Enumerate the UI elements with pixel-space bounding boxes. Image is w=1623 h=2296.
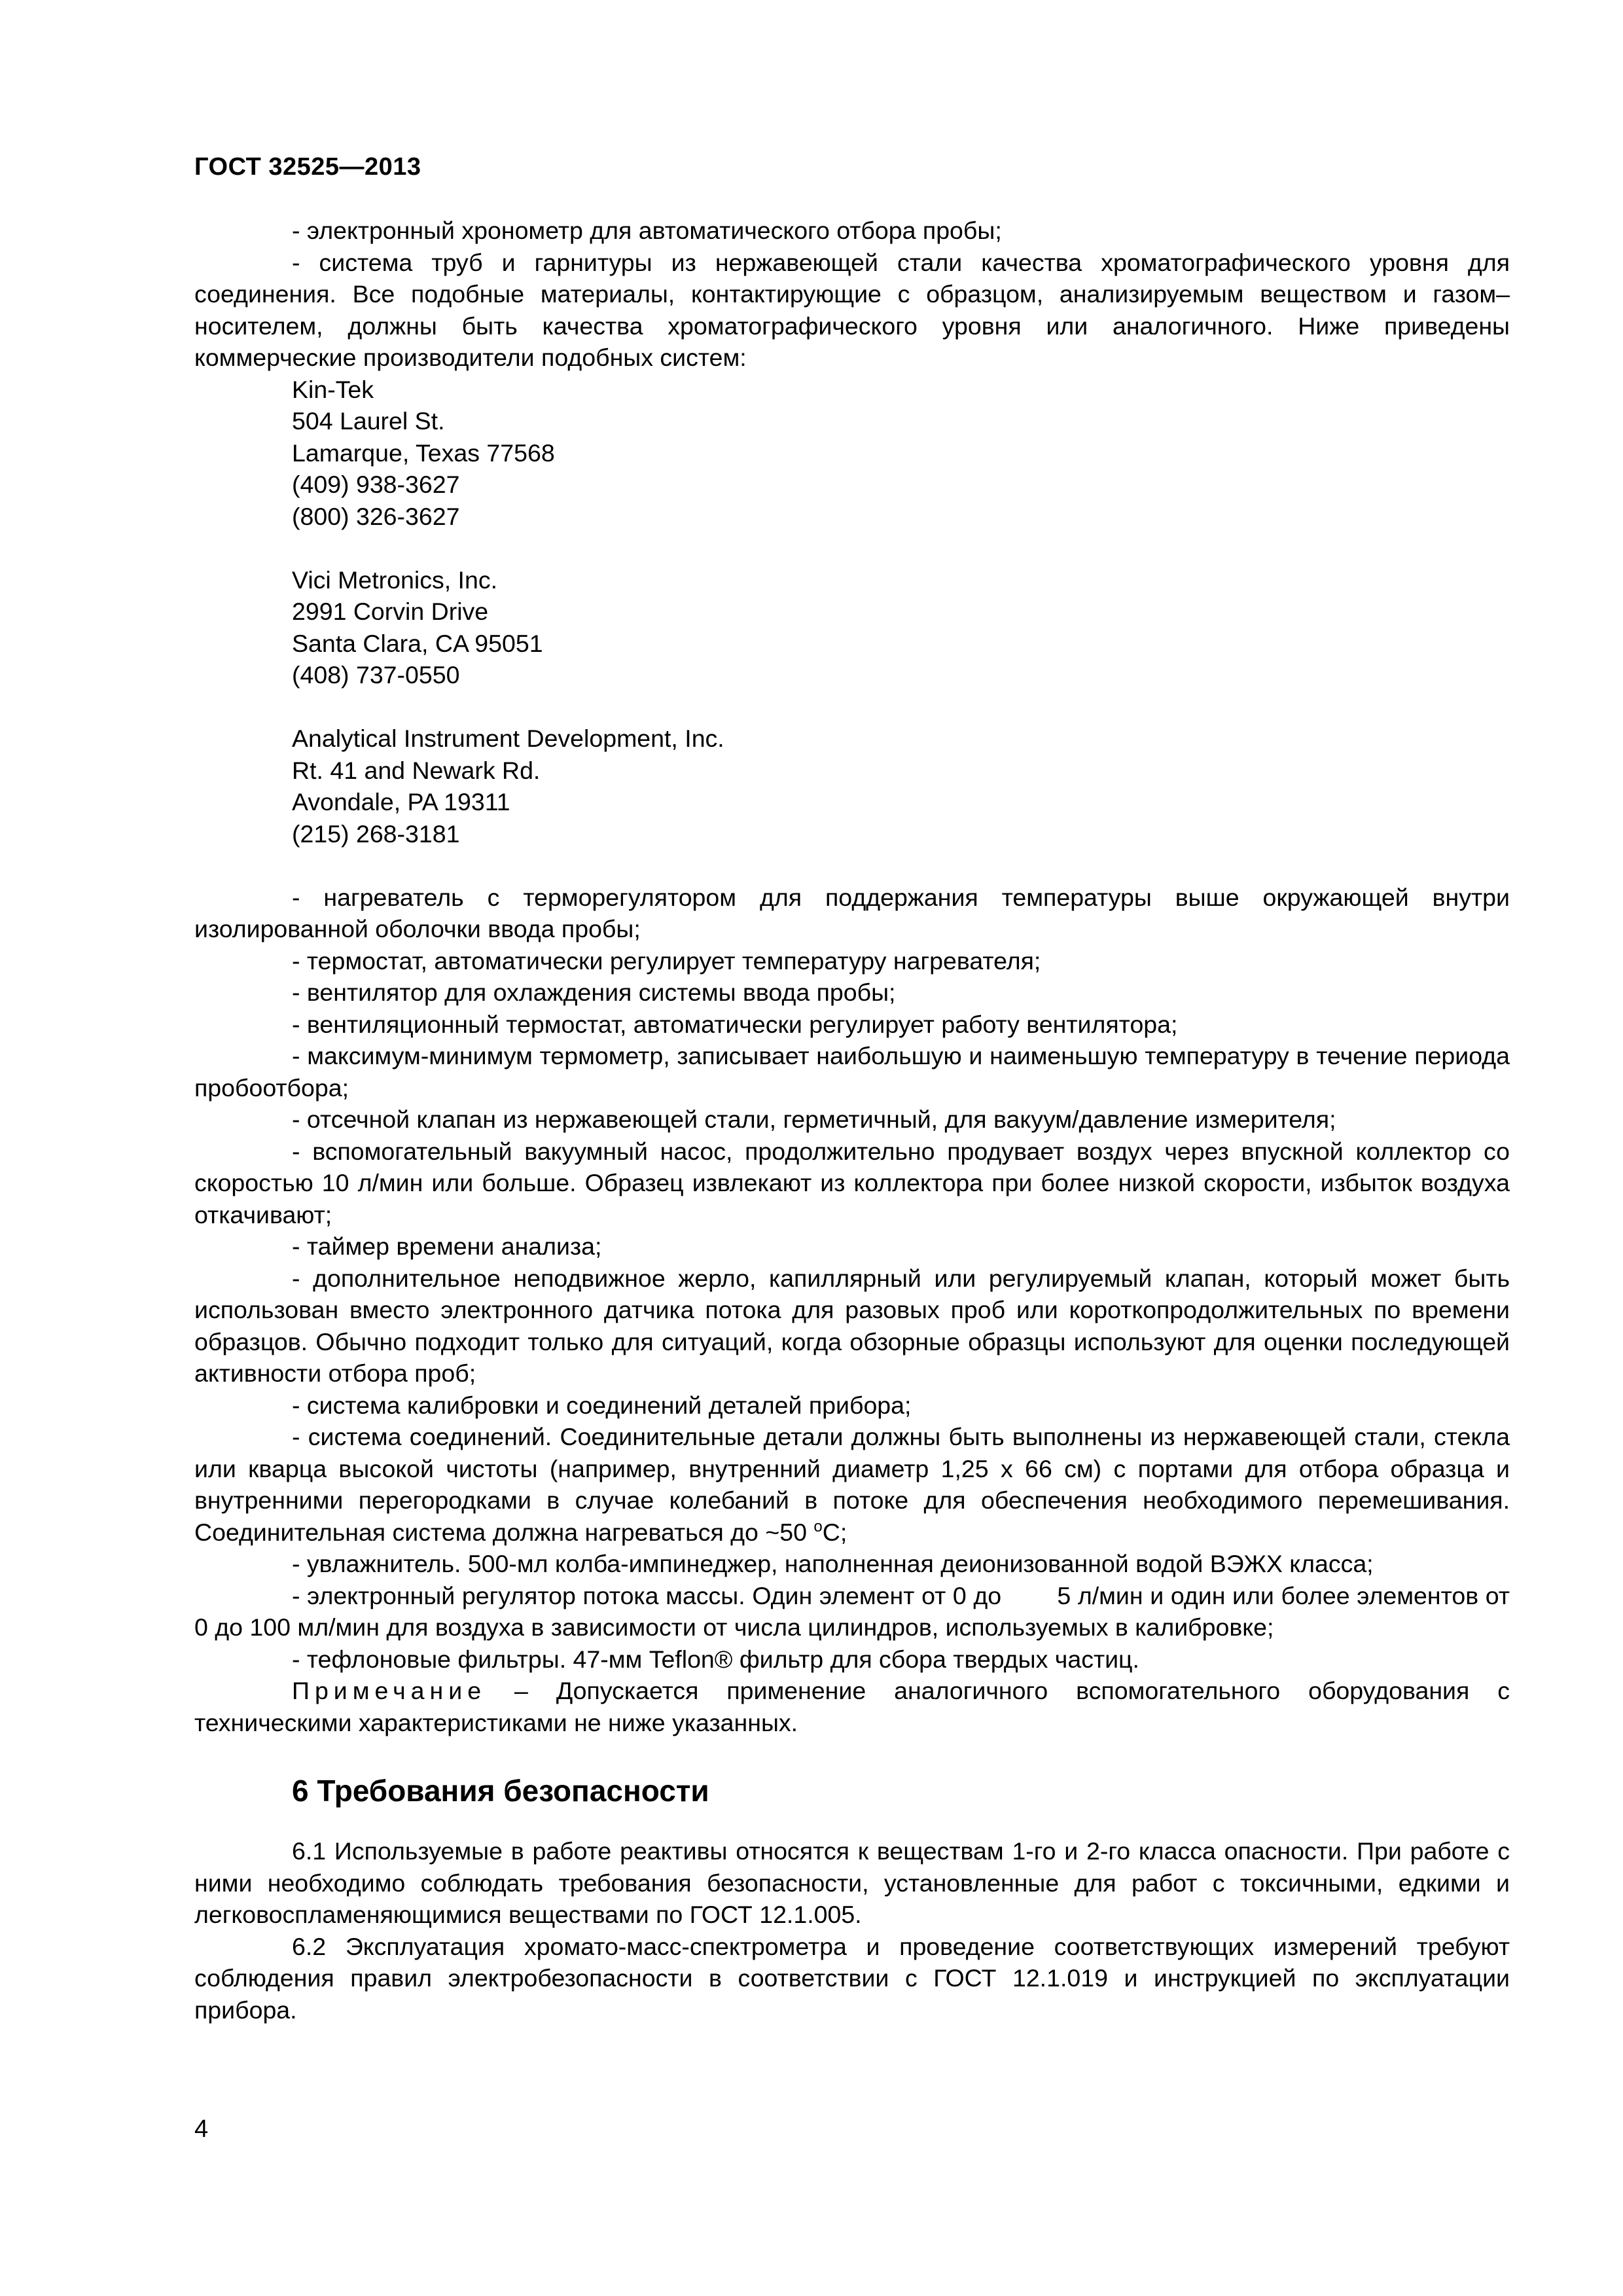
vendor-address-vici <box>194 564 1510 691</box>
list-item: - электронный регулятор потока массы. Один элемент от 0 до 5 л/мин и один или более элементов от 0 до 100 мл/мин для воздуха в зависимости от числа цилиндров, используемых в калибровке; <box>194 1581 1517 1641</box>
list-item: - вспомогательный вакуумный насос, продолжительно продувает воздух через впускной коллектор со скоростью 10 л/мин или больше. Образец извлекают из коллектора при более низкой скорости, избыток воздуха откачивают; <box>194 1137 1510 1229</box>
list-item: - система калибровки и соединений деталей прибора; <box>292 1391 912 1419</box>
vendor-name: Kin-Tek <box>292 375 374 403</box>
vendor-phone: (215) 268-3181 <box>292 819 460 848</box>
vendor-address-kintek <box>194 374 1510 533</box>
section-paragraph: 6.2 Эксплуатация хромато-масс-спектрометра и проведение соответствующих измерений требуют соблюдения правил электробезопасности в соответствии с ГОСТ 12.1.019 и инструкцией по эксплуатации прибора. <box>194 1932 1510 2024</box>
vendor-city: Avondale, PA 19311 <box>292 788 510 816</box>
section-heading: 6 Требования безопасности <box>292 1774 709 1808</box>
note-label: Примечание <box>292 1677 487 1704</box>
vendor-street: 2991 Corvin Drive <box>292 598 489 625</box>
vendor-phone: (409) 938-3627 <box>292 471 460 498</box>
page-number: 4 <box>194 2115 209 2143</box>
list-item: - дополнительное неподвижное жерло, капиллярный или регулируемый клапан, который может быть использован вместо электронного датчика потока для разовых проб или короткопродолжительных по времени образцов. Обычно подходит только для ситуаций, когда обзорные образцы используют для оценки последующей активности отбора проб; <box>194 1264 1510 1387</box>
spacer <box>194 532 1510 564</box>
vendor-phone: (408) 737-0550 <box>292 661 460 689</box>
vendor-city: Santa Clara, CA 95051 <box>292 629 543 657</box>
list-item: - максимум-минимум термометр, записывает наибольшую и наименьшую температуру в течение периода пробоотбора; <box>194 1042 1510 1102</box>
list-item: - нагреватель с терморегулятором для поддержания температуры выше окружающей внутри изолированной оболочки ввода пробы; <box>194 883 1510 942</box>
spacer <box>194 691 1510 723</box>
list-item: - вентилятор для охлаждения системы ввода пробы; <box>292 978 896 1006</box>
list-item: - электронный хронометр для автоматического отбора пробы; <box>292 217 1002 244</box>
vendor-street: 504 Laurel St. <box>292 407 445 435</box>
document-body <box>194 215 1517 2026</box>
list-item-connections <box>194 1421 1510 1548</box>
vendor-phone: (800) 326-3627 <box>292 502 460 530</box>
note-text: – Допускается применение аналогичного вспомогательного оборудования с техническими характеристиками не ниже указанных. <box>194 1677 1510 1736</box>
vendor-street: Rt. 41 and Newark Rd. <box>292 756 541 784</box>
list-item: - система труб и гарнитуры из нержавеющей стали качества хроматографического уровня для соединения. Все подобные материалы, контактирующие с образцом, анализируемым веществом и газом–носителем, должны быть качества хроматографического уровня или аналогичного. Ниже приведены коммерческие производители подобных систем: <box>194 248 1510 371</box>
vendor-city: Lamarque, Texas 77568 <box>292 439 555 467</box>
spacer <box>194 850 1510 882</box>
list-item: - термостат, автоматически регулирует температуру нагревателя; <box>292 946 1041 975</box>
list-item: - вентиляционный термостат, автоматически регулирует работу вентилятора; <box>292 1010 1178 1038</box>
vendor-address-aid <box>194 723 1510 850</box>
list-item: - отсечной клапан из нержавеющей стали, герметичный, для вакуум/давление измерителя; <box>292 1105 1336 1133</box>
vendor-name: Vici Metronics, Inc. <box>292 565 497 594</box>
list-item: - тефлоновые фильтры. 47-мм Teflon® фильтр для сбора твердых частиц. <box>292 1645 1139 1673</box>
list-item: - увлажнитель. 500-мл колба-импинеджер, наполненная деионизованной водой ВЭЖХ класса; <box>292 1550 1374 1577</box>
degree-superscript: o <box>813 1517 823 1535</box>
vendor-name: Analytical Instrument Development, Inc. <box>292 725 724 752</box>
note-paragraph <box>194 1675 1510 1738</box>
list-item: - таймер времени анализа; <box>292 1232 602 1260</box>
section-paragraph: 6.1 Используемые в работе реактивы относятся к веществам 1-го и 2-го класса опасности. При работе с ними необходимо соблюдать требования безопасности, установленные для работ с токсичными, едкими и легковоспламеняющимися веществами по ГОСТ 12.1.005. <box>194 1837 1510 1928</box>
document-code-header: ГОСТ 32525—2013 <box>194 153 421 181</box>
connections-text: - система соединений. Соединительные детали должны быть выполнены из нержавеющей стали, стекла или кварца высокой чистоты (например, внутренний диаметр 1,25 х 66 см) с портами для отбора образца и внутренними перегородками в случае колебаний в потоке для обеспечения необходимого перемешивания. Соединительная система должна нагреваться до ~50 <box>194 1423 1510 1546</box>
connections-tail: С; <box>822 1518 847 1546</box>
